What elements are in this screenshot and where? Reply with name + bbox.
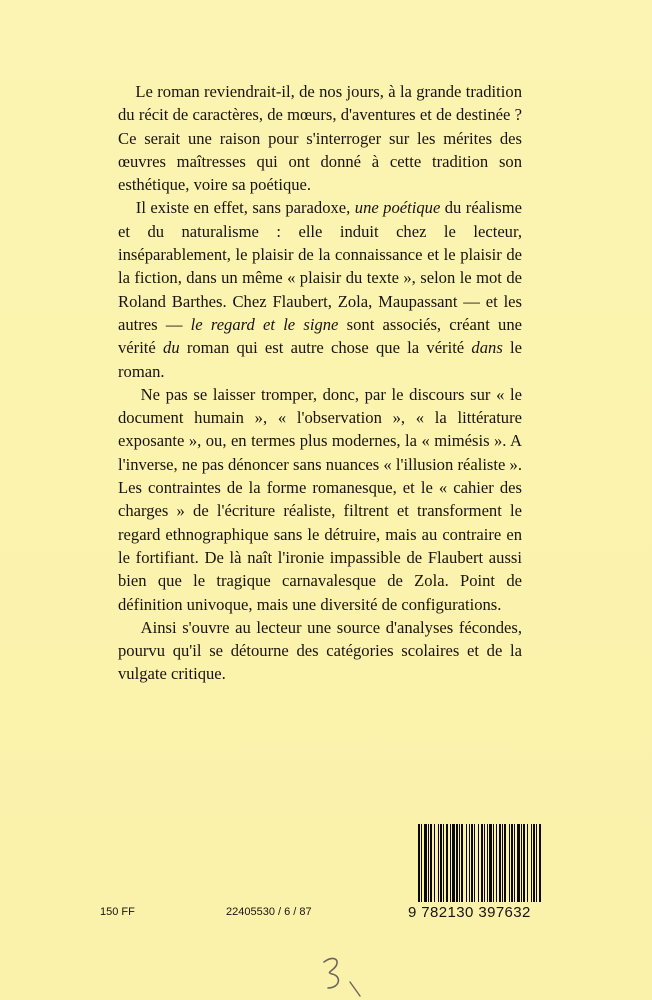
barcode-bar — [502, 824, 503, 902]
barcode-bar — [446, 824, 448, 902]
barcode-bar — [418, 824, 420, 902]
barcode-bar — [531, 824, 532, 902]
barcode-bar — [499, 824, 501, 902]
barcode-bar — [511, 824, 513, 902]
emphasis-du: du — [163, 338, 180, 358]
barcode-bar — [536, 824, 537, 902]
barcode-bar — [434, 824, 435, 902]
barcode-bar — [459, 824, 460, 902]
blurb-paragraph-1: Le roman reviendrait-il, de nos jours, à la grande tradition du récit de caractères, de mœurs, d'aventures et de destinée ? Ce serait une raison pour s'interroger sur les mérites des œuvres maîtresses qui ont donné à cette tradition son esthétique, voire sa poétique. — [118, 82, 522, 195]
barcode-bar — [527, 824, 528, 902]
barcode-bar — [539, 824, 541, 902]
barcode-bar — [521, 824, 522, 902]
barcode-bar — [424, 824, 427, 902]
barcode-bar — [428, 824, 429, 902]
barcode-bar — [456, 824, 458, 902]
handwritten-mark — [318, 952, 368, 1000]
barcode-bar — [440, 824, 442, 902]
barcode-bar — [517, 824, 520, 902]
blurb-text — [118, 80, 522, 686]
barcode-bar — [523, 824, 525, 902]
barcode-bar — [489, 824, 492, 902]
barcode — [418, 824, 542, 902]
barcode-bar — [478, 824, 479, 902]
blurb-paragraph-3: Ne pas se laisser tromper, donc, par le discours sur « le document humain », « l'observation », « la littérature exposante », ou, en termes plus modernes, la « mimésis ». A l'inverse, ne pas dénoncer sans nuances « l'illusion réaliste ». Les contraintes de la forme romanesque, et le « cahier des charges » de l'écriture réaliste, filtrent et transforment le regard ethnographique sans le détruire, mais au contraire en le fortifiant. De là naît l'ironie impassible de Flaubert aussi bien que le tragique carnavalesque de Zola. Point de définition univoque, mais une diversité de configurations. — [118, 384, 522, 614]
emphasis-dans: dans — [471, 338, 503, 358]
barcode-bar — [471, 824, 473, 902]
barcode-bar — [504, 824, 506, 902]
price-label: 150 FF — [100, 906, 135, 918]
barcode-bar — [474, 824, 475, 902]
barcode-bar — [430, 824, 432, 902]
barcode-bar — [466, 824, 467, 902]
barcode-bar — [496, 824, 497, 902]
isbn-number: 9 782130 397632 — [408, 904, 531, 921]
barcode-bar — [509, 824, 510, 902]
barcode-bar — [484, 824, 485, 902]
barcode-bar — [461, 824, 463, 902]
barcode-bar — [514, 824, 515, 902]
barcode-bar — [533, 824, 535, 902]
barcode-bar — [452, 824, 455, 902]
barcode-bar — [421, 824, 422, 902]
barcode-bar — [450, 824, 451, 902]
barcode-bar — [487, 824, 488, 902]
barcode-bar — [469, 824, 470, 902]
barcode-bar — [443, 824, 444, 902]
blurb-paragraph-4: Ainsi s'ouvre au lecteur une source d'analyses fécondes, pourvu qu'il se détourne des catégories scolaires et de la vulgate critique. — [118, 617, 522, 684]
barcode-bar — [438, 824, 439, 902]
emphasis-regard-signe: le regard et le signe — [190, 314, 339, 334]
emphasis-une-poetique: une poétique — [354, 198, 441, 218]
barcode-bar — [493, 824, 494, 902]
barcode-bar — [481, 824, 483, 902]
catalog-code: 22405530 / 6 / 87 — [226, 906, 312, 918]
blurb-paragraph-2: Il existe en effet, sans paradoxe, une poétique du réalisme et du naturalisme : elle induit chez le lecteur, inséparablement, le plaisir de la connaissance et le plaisir de la fiction, dans un même « plaisir du texte », selon le mot de Roland Barthes. Chez Flaubert, Zola, Maupassant — et les autres — le regard et le signe sont associés, créant une vérité du roman qui est autre chose que la vérité dans le roman. — [118, 198, 523, 381]
